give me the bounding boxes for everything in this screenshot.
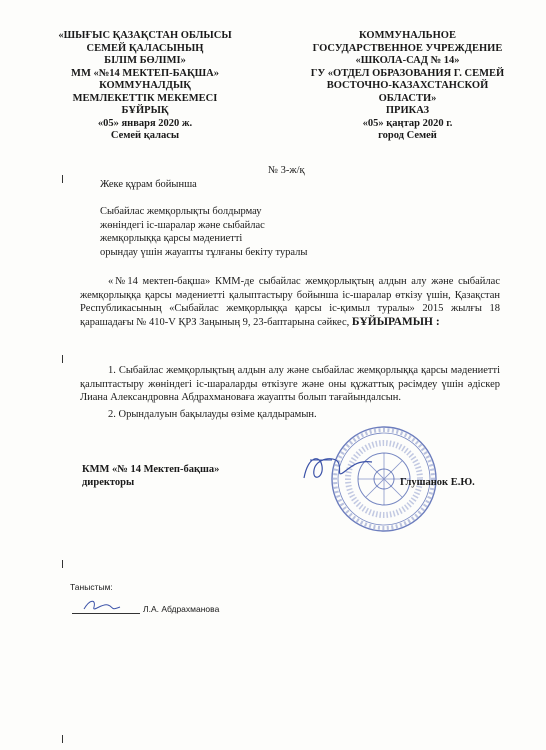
margin-tick <box>62 355 63 363</box>
order-item-1: 1. Сыбайлас жемқорлықтың алдын алу және сыбайлас жемқорлыққа қарсы мәдениетті қалыптастыру жөніндегі іс-шараларды өткізуге және оны құжаттық рәсімдеу үшін әдіскер Лиана Александровна Абдрахмановаға жауапты болып тағайындалсын. <box>80 365 500 403</box>
header-right <box>300 30 515 143</box>
header-right-line: ВОСТОЧНО-КАЗАХСТАНСКОЙ <box>326 80 489 91</box>
subject-line: Сыбайлас жемқорлықты болдырмау <box>100 206 262 217</box>
header-right-line: ГОСУДАРСТВЕННОЕ УЧРЕЖДЕНИЕ <box>312 42 503 54</box>
header-left-line: «05» января 2020 ж. <box>97 117 193 129</box>
order-item-2: 2. Орындалуын бақылауды өзіме қалдырамын. <box>108 409 317 420</box>
header-right-line: «05» қаңтар 2020 г. <box>362 117 453 129</box>
subject-line: жөніндегі іс-шаралар және сыбайлас <box>100 219 265 231</box>
margin-tick <box>62 560 63 568</box>
order-word: БҰЙЫРАМЫН : <box>351 315 440 328</box>
acquainted-signature <box>80 595 140 615</box>
preamble-paragraph <box>80 275 500 329</box>
header-right-line: ОБЛАСТИ» <box>378 92 437 104</box>
director-signature <box>298 448 378 488</box>
header-right-line: ГУ «ОТДЕЛ ОБРАЗОВАНИЯ Г. СЕМЕЙ <box>310 67 505 79</box>
order-subject <box>100 205 400 259</box>
header-left-line: МЕМЛЕКЕТТІК МЕКЕМЕСІ <box>72 92 218 104</box>
header-left-line: КОММУНАЛДЫҚ <box>99 80 191 91</box>
signer-title-line: КММ «№ 14 Мектеп-бақша» <box>82 464 220 475</box>
margin-tick <box>62 735 63 743</box>
signer-name: Глушанок Е.Ю. <box>400 477 475 488</box>
preamble-text: «№14 мектеп-бақша» КММ-де сыбайлас жемқорлықтың алдын алу және сыбайлас жемқорлыққа қарсы мәдениетті қалыптастыру бойынша іс-шаралар өткізу үшін, Қазақстан Республикасының «Сыбайлас жемқорлыққа қарсы іс-қимыл туралы» 2015 жылғы 18 қарашадағы № 410-V ҚРЗ Заңының 9, 23-баптарына сәйкес, <box>80 276 500 328</box>
header-left <box>40 30 250 143</box>
header-left-line: «ШЫҒЫС ҚАЗАҚСТАН ОБЛЫСЫ <box>58 30 232 41</box>
header-left-line: СЕМЕЙ ҚАЛАСЫНЫҢ <box>86 42 204 54</box>
subject-heading: Жеке құрам бойынша <box>100 179 197 190</box>
header-left-line: Семей қаласы <box>110 130 180 141</box>
order-number: № 3-ж/қ <box>268 165 305 176</box>
acquainted-name: Л.А. Абдрахманова <box>143 604 220 614</box>
header-left-line: БҰЙРЫҚ <box>121 105 169 116</box>
signer-title-line: директоры <box>82 476 135 488</box>
subject-line: жемқорлыққа қарсы мәдениетті <box>100 233 243 244</box>
signature-line <box>72 613 140 614</box>
subject-line: орындау үшін жауапты тұлғаны бекіту туралы <box>100 246 308 258</box>
header-left-line: ММ «№14 МЕКТЕП-БАҚША» <box>71 67 219 79</box>
header-right-line: «ШКОЛА-САД № 14» <box>355 55 460 66</box>
header-right-line: ПРИКАЗ <box>385 105 430 116</box>
header-right-line: город Семей <box>378 130 437 141</box>
margin-tick <box>62 175 63 183</box>
header-left-line: БІЛІМ БӨЛІМІ» <box>104 55 186 66</box>
signer-title <box>82 464 219 489</box>
header-right-line: КОММУНАЛЬНОЕ <box>359 30 456 41</box>
acquainted-label: Таныстым: <box>70 582 113 592</box>
